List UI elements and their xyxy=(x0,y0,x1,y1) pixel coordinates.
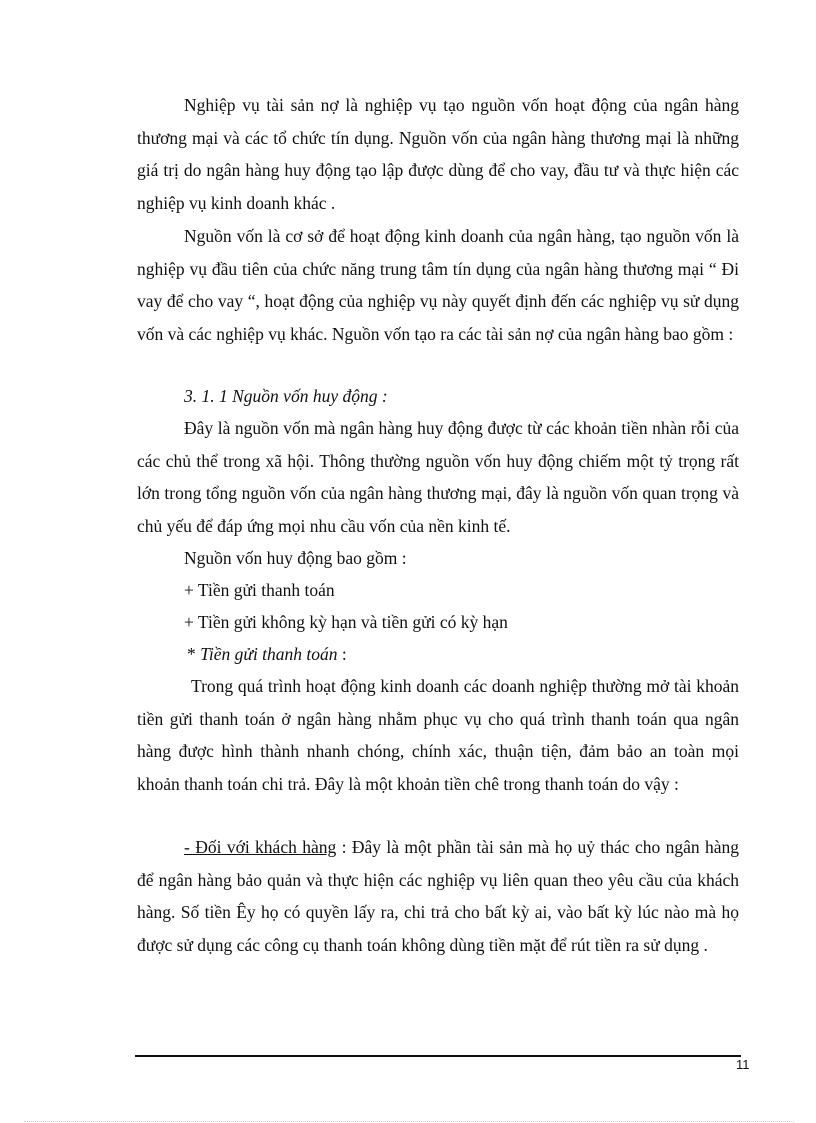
page-number: 11 xyxy=(736,1057,750,1072)
paragraph-payment-process: Trong quá trình hoạt động kinh doanh các doanh nghiệp thường mở tài khoản tiền gửi thanh toán ở ngân hàng nhằm phục vụ cho quá trình thanh toán qua ngân hàng được hình thành nhanh chóng, chính xác, thuận tiện, đảm bảo an toàn mọi khoản thanh toán chi trả. Đây là một khoản tiền chê trong thanh toán do vậy : xyxy=(137,676,739,794)
sub-heading-title: Tiền gửi thanh toán xyxy=(200,644,338,664)
paragraph-mobilized-capital: Đây là nguồn vốn mà ngân hàng huy động được từ các khoản tiền nhàn rỗi của các chủ thể trong xã hội. Thông thường nguồn vốn huy động chiếm một tỷ trọng rất lớn trong tổng nguồn vốn của ngân hàng thương mại, đây là nguồn vốn quan trọng và chủ yếu để đáp ứng mọi nhu cầu vốn của nền kinh tế. xyxy=(137,418,739,536)
page-edge-divider xyxy=(24,1121,794,1122)
paragraph-for-customers xyxy=(137,831,739,961)
list-item-term-deposit: + Tiền gửi không kỳ hạn và tiền gửi có kỳ hạn xyxy=(184,612,508,632)
sub-heading-payment-deposit xyxy=(187,638,347,670)
list-item-payment-deposit: + Tiền gửi thanh toán xyxy=(184,580,335,600)
paragraph-capital-source: Nguồn vốn là cơ sở để hoạt động kinh doanh của ngân hàng, tạo nguồn vốn là nghiệp vụ đầu tiên của chức năng trung tâm tín dụng của ngân hàng thương mại “ Đi vay để cho vay “, hoạt động của nghiệp vụ này quyết định đến các nghiệp vụ sử dụng vốn và các nghiệp vụ khác. Nguồn vốn tạo ra các tài sản nợ của ngân hàng bao gồm : xyxy=(137,226,739,344)
list-intro: Nguồn vốn huy động bao gồm : xyxy=(184,548,407,568)
customers-text: : Đây là một phần tài sản mà họ uỷ thác cho ngân hàng để ngân hàng bảo quản và thực hiện các nghiệp vụ liên quan theo yêu cầu của khách hàng. Số tiền Êy họ có quyền lấy ra, chi trả cho bất kỳ ai, vào bất kỳ lúc nào mà họ được sử dụng các công cụ thanh toán không dùng tiền mặt để rút tiền ra sử dụng . xyxy=(137,837,739,955)
sub-heading-colon: : xyxy=(337,644,347,664)
paragraph-liabilities-intro: Nghiệp vụ tài sản nợ là nghiệp vụ tạo nguồn vốn hoạt động của ngân hàng thương mại và các tổ chức tín dụng. Nguồn vốn của ngân hàng thương mại là những giá trị do ngân hàng huy động tạo lập được dùng để cho vay, đầu tư và thực hiện các nghiệp vụ kinh doanh khác . xyxy=(137,95,739,213)
section-heading-3-1-1: 3. 1. 1 Nguồn vốn huy động : xyxy=(184,386,388,406)
sub-heading-star: * xyxy=(187,644,201,664)
footer-rule xyxy=(135,1055,741,1057)
customers-heading: - Đối với khách hàng xyxy=(184,837,337,857)
